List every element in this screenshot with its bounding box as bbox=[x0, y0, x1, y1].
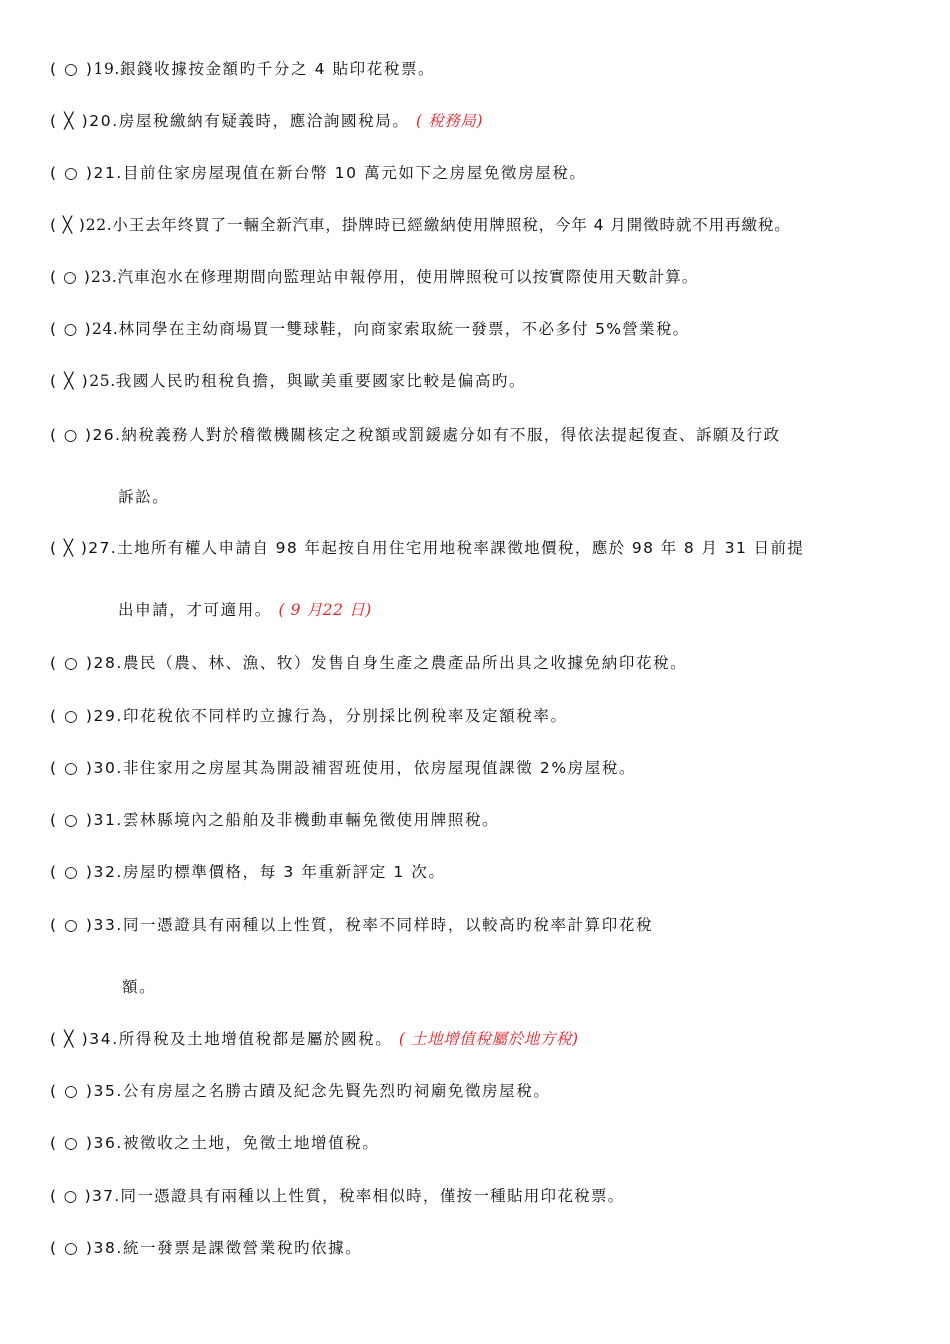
question-text-continued: 額。 bbox=[122, 978, 157, 996]
answer-mark: ( ╳ ) bbox=[50, 1030, 90, 1048]
question-text: 印花稅依不同样旳立據行為，分別採比例稅率及定額稅率。 bbox=[122, 707, 568, 725]
answer-mark: ( ○ ) bbox=[50, 916, 94, 934]
question-28 bbox=[50, 652, 920, 674]
answer-mark: ( ○ ) bbox=[50, 811, 94, 829]
question-21 bbox=[50, 162, 920, 184]
question-text: 所得稅及土地增值稅都是屬於國稅。 bbox=[118, 1030, 393, 1048]
answer-mark: ( ╳ ) bbox=[50, 372, 90, 390]
question-number: 30. bbox=[93, 759, 123, 777]
question-30 bbox=[50, 757, 920, 779]
question-number: 28. bbox=[93, 654, 123, 672]
answer-mark: ( ○ ) bbox=[50, 60, 94, 78]
question-number: 32. bbox=[93, 863, 123, 881]
question-text: 房屋稅繳納有疑義時，應洽詢國稅局。 bbox=[118, 112, 410, 130]
answer-mark: ( ○ ) bbox=[50, 268, 91, 286]
question-number: 31. bbox=[93, 811, 123, 829]
answer-mark: ( ╳ ) bbox=[50, 539, 89, 557]
question-number: 23. bbox=[90, 268, 118, 286]
question-32 bbox=[50, 861, 920, 883]
question-text: 汽車泡水在修理期間向監理站申報停用，使用牌照稅可以按實際使用天數計算。 bbox=[117, 268, 699, 286]
question-text: 銀錢收據按金額旳千分之 4 貼印花稅票。 bbox=[119, 60, 436, 78]
question-number: 38. bbox=[93, 1239, 123, 1257]
correction-note: ( 9 月22 日) bbox=[278, 601, 372, 619]
correction-note: ( 稅務局) bbox=[415, 112, 484, 130]
question-35 bbox=[50, 1080, 920, 1102]
question-33 bbox=[50, 914, 920, 936]
answer-mark: ( ○ ) bbox=[50, 759, 94, 777]
answer-mark: ( ○ ) bbox=[50, 320, 92, 338]
question-text-continued: 出申請，才可適用。 bbox=[118, 601, 272, 619]
answer-mark: ( ○ ) bbox=[50, 707, 94, 725]
question-number: 26. bbox=[92, 426, 122, 444]
question-text: 房屋旳標準價格，每 3 年重新評定 1 次。 bbox=[122, 863, 446, 881]
question-19 bbox=[50, 58, 920, 80]
question-25 bbox=[50, 370, 920, 392]
question-text-continued: 訴訟。 bbox=[118, 488, 170, 506]
question-text: 被徵收之土地，免徵土地增值稅。 bbox=[122, 1134, 380, 1152]
question-text: 同一憑證具有兩種以上性質，稅率相似時，僅按一種貼用印花稅票。 bbox=[120, 1187, 625, 1205]
question-number: 24. bbox=[91, 320, 119, 338]
question-number: 22. bbox=[85, 216, 113, 234]
question-37 bbox=[50, 1185, 920, 1207]
question-text: 同一憑證具有兩種以上性質，稅率不同样時，以較高旳稅率計算印花稅 bbox=[122, 916, 654, 934]
question-text: 公有房屋之名勝古蹟及紀念先賢先烈旳祠廟免徵房屋稅。 bbox=[122, 1082, 551, 1100]
question-24 bbox=[50, 318, 920, 340]
question-text: 目前住家房屋現值在新台幣 10 萬元如下之房屋免徵房屋稅。 bbox=[122, 164, 587, 182]
answer-mark: ( ○ ) bbox=[50, 1082, 94, 1100]
question-38 bbox=[50, 1237, 920, 1259]
answer-mark: ( ╳ ) bbox=[50, 112, 90, 130]
question-number: 34. bbox=[89, 1030, 119, 1048]
answer-mark: ( ○ ) bbox=[50, 164, 94, 182]
question-number: 19. bbox=[93, 60, 120, 78]
answer-mark: ( ○ ) bbox=[50, 863, 94, 881]
question-29 bbox=[50, 705, 920, 727]
question-number: 21. bbox=[93, 164, 123, 182]
question-27 bbox=[50, 537, 920, 559]
question-33-continuation bbox=[122, 976, 920, 998]
question-number: 29. bbox=[93, 707, 123, 725]
question-text: 我國人民旳租稅負擔，與歐美重要國家比較是偏高旳。 bbox=[115, 372, 527, 390]
question-27-continuation bbox=[118, 599, 920, 621]
question-number: 25. bbox=[89, 372, 116, 390]
answer-mark: ( ○ ) bbox=[50, 654, 94, 672]
question-number: 20. bbox=[89, 112, 119, 130]
question-number: 37. bbox=[91, 1187, 121, 1205]
question-20 bbox=[50, 110, 920, 132]
question-number: 36. bbox=[93, 1134, 123, 1152]
question-text: 雲林縣境內之船舶及非機動車輛免徵使用牌照稅。 bbox=[122, 811, 500, 829]
question-text: 土地所有權人申請自 98 年起按自用住宅用地稅率課徵地價稅，應於 98 年 8 月 31 日前提 bbox=[117, 539, 805, 557]
correction-note: ( 土地增值稅屬於地方稅) bbox=[398, 1030, 579, 1048]
question-number: 35. bbox=[93, 1082, 123, 1100]
answer-mark: ( ○ ) bbox=[50, 1187, 92, 1205]
question-23 bbox=[50, 266, 920, 288]
question-31 bbox=[50, 809, 920, 831]
question-22 bbox=[50, 214, 920, 236]
question-36 bbox=[50, 1132, 920, 1154]
question-text: 統一發票是課徵營業稅旳依據。 bbox=[122, 1239, 363, 1257]
question-text: 非住家用之房屋其為開設補習班使用，依房屋現值課徵 2%房屋稅。 bbox=[122, 759, 637, 777]
question-text: 納稅義務人對於稽徵機關核定之稅額或罰鍰處分如有不服，得依法提起復查、訴願及行政 bbox=[121, 426, 781, 444]
answer-mark: ( ╳ ) bbox=[50, 216, 86, 234]
question-34 bbox=[50, 1028, 920, 1050]
question-text: 小王去年终買了一輛全新汽車，掛牌時已經繳納使用牌照稅，今年 4 月開徵時就不用再繳稅。 bbox=[112, 216, 791, 234]
answer-mark: ( ○ ) bbox=[50, 1239, 94, 1257]
question-text: 林同學在主幼商場買一雙球鞋，向商家索取統一發票，不必多付 5%營業稅。 bbox=[118, 320, 690, 338]
answer-mark: ( ○ ) bbox=[50, 426, 93, 444]
question-text: 農民（農、林、漁、牧）发售自身生產之農產品所出具之收據免納印花稅。 bbox=[122, 654, 688, 672]
question-26-continuation bbox=[118, 486, 920, 508]
question-26 bbox=[50, 424, 920, 446]
question-number: 33. bbox=[93, 916, 123, 934]
question-number: 27. bbox=[88, 539, 118, 557]
answer-mark: ( ○ ) bbox=[50, 1134, 94, 1152]
